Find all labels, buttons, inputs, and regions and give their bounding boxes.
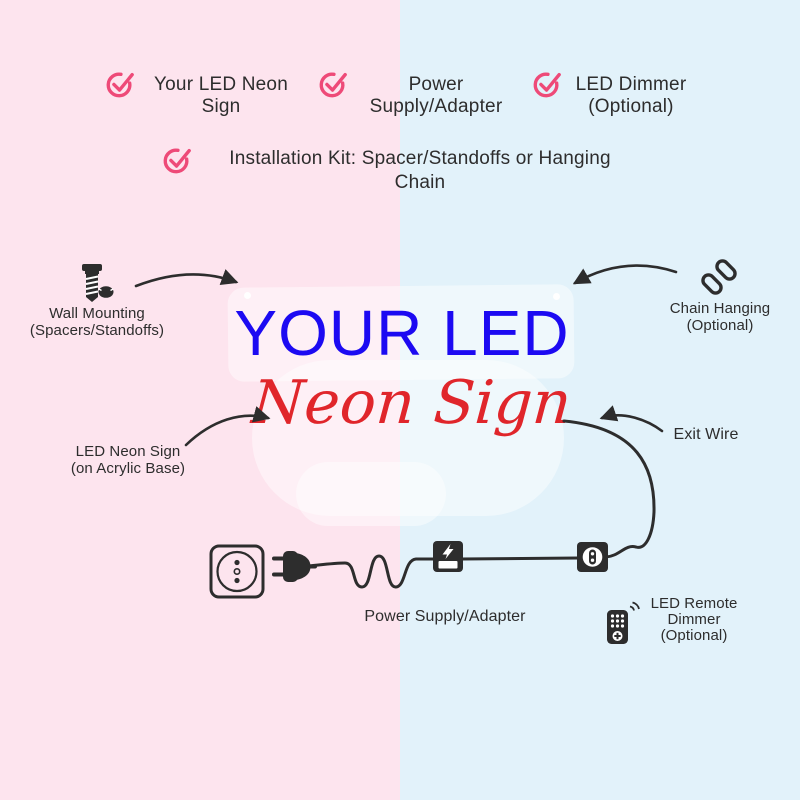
remote-dimmer-line1: LED Remote [650,595,738,612]
exit-wire-label: Exit Wire [673,426,739,443]
acrylic-backing-bump [296,462,446,526]
power-outlet-icon [209,544,265,604]
checklist-item-label: Chain [394,172,446,193]
checklist-item-power-supply [351,74,521,118]
screw-nut-icon [72,262,116,311]
checklist-item-label: Sign [201,96,241,117]
sign-subtitle: Neon Sign [249,368,574,438]
remote-control-icon [604,598,640,651]
neon-sign-base-line2: (on Acrylic Base) [70,459,186,477]
power-adapter-icon [433,541,463,577]
remote-dimmer-label [642,596,746,644]
remote-dimmer-line3: (Optional) [660,627,728,644]
wall-mounting-line1: Wall Mounting [49,305,145,322]
check-circle-icon [105,69,135,104]
arrow-chain-to-sign [575,266,676,283]
checklist-item-label: Supply/Adapter [369,96,503,117]
inline-dimmer-icon [577,542,608,577]
checklist-item-label: Your LED Neon [154,74,288,95]
checklist-item-neon-sign [146,74,296,118]
checklist-item-dimmer [561,74,701,118]
power-supply-label: Power Supply/Adapter [364,608,526,625]
chain-hanging-label [644,301,796,334]
checklist-item-installation-kit [180,147,660,195]
arrow-wall-mounting-to-sign [136,274,236,286]
neon-sign-base-line1: LED Neon Sign [75,443,181,460]
chain-hanging-line1: Chain Hanging [669,300,771,317]
checklist-item-label: (Optional) [588,96,674,117]
check-circle-icon [532,69,562,104]
check-circle-icon [318,69,348,104]
chain-link-icon [699,259,739,304]
wall-mounting-line2: (Spacers/Standoffs) [29,321,165,339]
checklist-item-label: Power [408,74,464,95]
arrow-exit-wire-label-to-wire [602,415,662,431]
sign-title: YOUR LED [234,297,570,369]
wire-exit-to-sign [564,421,654,557]
plug-icon [272,549,318,590]
wire-plug-to-adapter [308,556,434,587]
wire-adapter-to-dimmer [461,558,579,559]
neon-sign-base-label [38,444,218,477]
remote-dimmer-line2: Dimmer [667,611,721,628]
checklist-item-label: LED Dimmer [575,74,687,95]
checklist-item-label: Installation Kit: Spacer/Standoffs or Hanging [229,148,611,169]
wall-mounting-label [8,306,186,339]
chain-hanging-line2: (Optional) [686,316,754,334]
